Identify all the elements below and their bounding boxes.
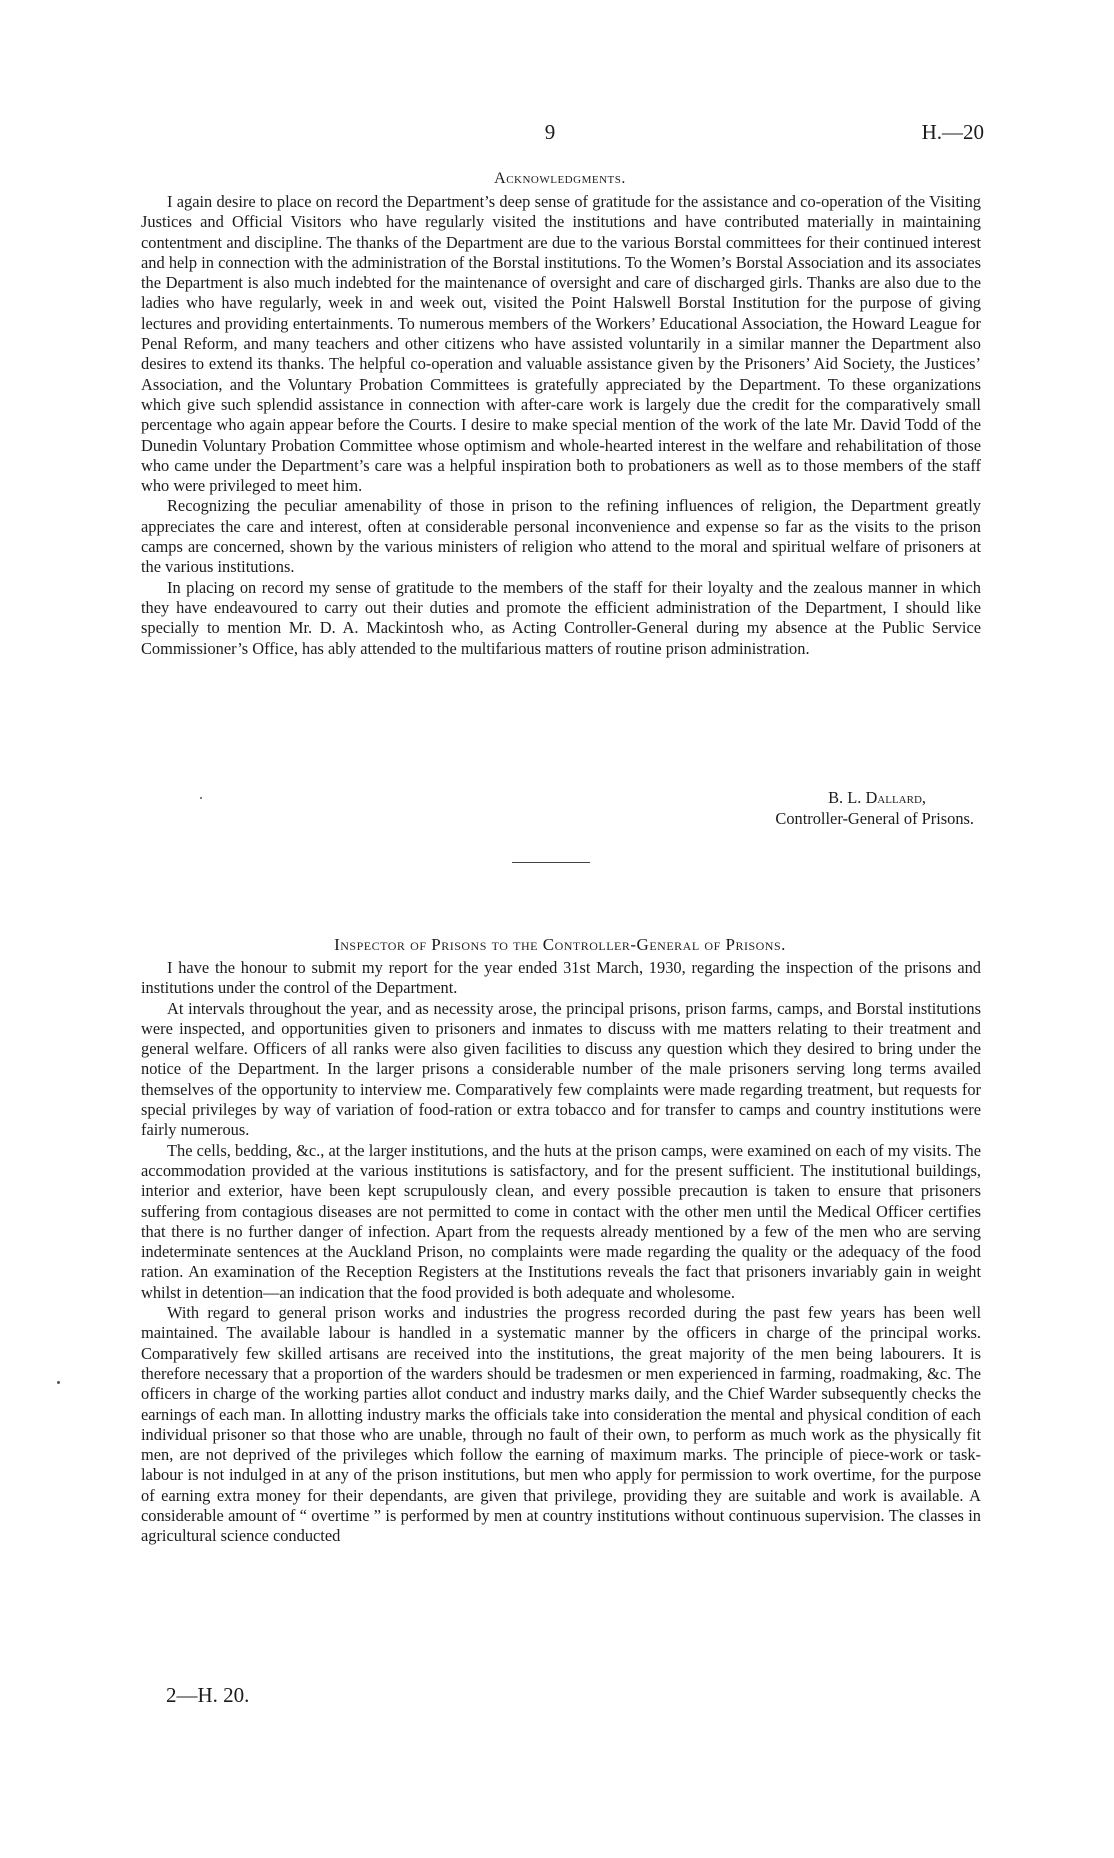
paragraph: With regard to general prison works and industries the progress recorded during the past few years has been well maintained. The available labour is handled in a systematic manner by the officers in charge of the principal works. Comparatively few skilled artisans are received into the institutions, the great majority of the men being labourers. It is therefore necessary that a proportion of the warders should be tradesmen or men experienced in farming, roadmaking, &c. The officers in charge of the working parties allot conduct and industry marks daily, and the Chief Warder subsequently checks the earnings of each man. In allotting industry marks the officials take into consideration the mental and physical condition of each individual prisoner so that those who are unable, through no fault of their own, to perform as much work as the physically fit men, are not deprived of the privileges which follow the earning of maximum marks. The principle of piece-work or task-labour is not indulged in at any of the prison institutions, but men who apply for permission to work overtime, for the purpose of earning extra money for their dependants, are given that privilege, providing they are suitable and work is available. A considerable amount of “ overtime ” is performed by men at country institutions without continuous supervision. The classes in agricultural science conducted xyxy=(141,1303,981,1546)
paragraph: I have the honour to submit my report for the year ended 31st March, 1930, regarding the inspection of the prisons and institutions under the control of the Department. xyxy=(141,958,981,998)
acknowledgments-heading: Acknowledgments. xyxy=(494,170,626,187)
paragraph: I again desire to place on record the Department’s deep sense of gratitude for the assistance and co-operation of the Visiting Justices and Official Visitors who have regularly visited the institutions and have contributed materially in maintaining contentment and discipline. The thanks of the Department are due to the various Borstal committees for their continued interest and help in connection with the administration of the Borstal institutions. To the Women’s Borstal Association and its associates the Department is also much indebted for the maintenance of oversight and care of discharged girls. Thanks are also due to the ladies who have regularly, week in and week out, visited the Point Halswell Borstal Institution for the purpose of giving lectures and providing entertainments. To numerous members of the Workers’ Educational Association, the Howard League for Penal Reform, and many teachers and other citizens who have assisted voluntarily in a similar manner the Department also desires to extend its thanks. The helpful co-operation and valuable assistance given by the Prisoners’ Aid Society, the Justices’ Association, and the Voluntary Probation Committees is gratefully appreciated by the Department. To these organizations which give such splendid assistance in connection with after-care work is largely due the credit for the comparatively small percentage who again appear before the Courts. I desire to make special mention of the work of the late Mr. David Todd of the Dunedin Voluntary Probation Committee whose optimism and whole-hearted interest in the welfare and rehabilitation of those who came under the Department’s care was a helpful inspiration both to probationers as well as to those members of the staff who were privileged to meet him. xyxy=(141,192,981,496)
paragraph: Recognizing the peculiar amenability of those in prison to the refining influences of religion, the Department greatly appreciates the care and interest, often at considerable personal inconvenience and expense so far as the visits to the prison camps are concerned, shown by the various ministers of religion who attend to the moral and spiritual welfare of prisoners at the various institutions. xyxy=(141,496,981,577)
scan-speck xyxy=(200,797,202,799)
document-code: H.—20 xyxy=(921,120,984,144)
page-number: 9 xyxy=(544,120,556,144)
signature-mark: 2—H. 20. xyxy=(166,1683,250,1707)
paragraph: The cells, bedding, &c., at the larger institutions, and the huts at the prison camps, were examined on each of my visits. The accommodation provided at the various institutions is satisfactory, and for the present sufficient. The institutional buildings, interior and exterior, have been kept scrupulously clean, and every possible precaution is taken to ensure that prisoners suffering from contagious diseases are not permitted to come in contact with the other men until the Medical Officer certifies that there is no further danger of infection. Apart from the requests already mentioned by a few of the men who are serving indeterminate sentences at the Auckland Prison, no complaints were made regarding the quality or the adequacy of the food ration. An examination of the Reception Registers at the Institutions reveals the fact that prisoners invariably gain in weight whilst in detention—an indication that the food provided is both adequate and wholesome. xyxy=(141,1140,981,1302)
inspector-report-body xyxy=(141,958,981,1547)
paragraph: At intervals throughout the year, and as necessity arose, the principal prisons, prison farms, camps, and Borstal institutions were inspected, and opportunities given to prisoners and inmates to discuss with me matters relating to their treatment and general welfare. Officers of all ranks were also given facilities to discuss any question which they desired to bring under the notice of the Department. In the larger prisons a considerable number of the male prisoners serving long terms availed themselves of the opportunity to interview me. Comparatively few complaints were made regarding treatment, but requests for special privileges by way of variation of food-ration or extra tobacco and for transfer to camps and country institutions were fairly numerous. xyxy=(141,998,981,1140)
inspector-report-heading: Inspector of Prisons to the Controller-General of Prisons. xyxy=(334,935,786,954)
paragraph: In placing on record my sense of gratitude to the members of the staff for their loyalty and the zealous manner in which they have endeavoured to carry out their duties and promote the efficient administration of the Department, I should like specially to mention Mr. D. A. Mackintosh who, as Acting Controller-General during my absence at the Public Service Commissioner’s Office, has ably attended to the multifarious matters of routine prison administration. xyxy=(141,577,981,658)
section-divider xyxy=(512,862,590,863)
signature-title: Controller-General of Prisons. xyxy=(775,809,974,828)
scan-speck xyxy=(57,1381,60,1384)
acknowledgments-body xyxy=(141,192,981,659)
signature-name: B. L. Dallard, xyxy=(828,788,926,807)
